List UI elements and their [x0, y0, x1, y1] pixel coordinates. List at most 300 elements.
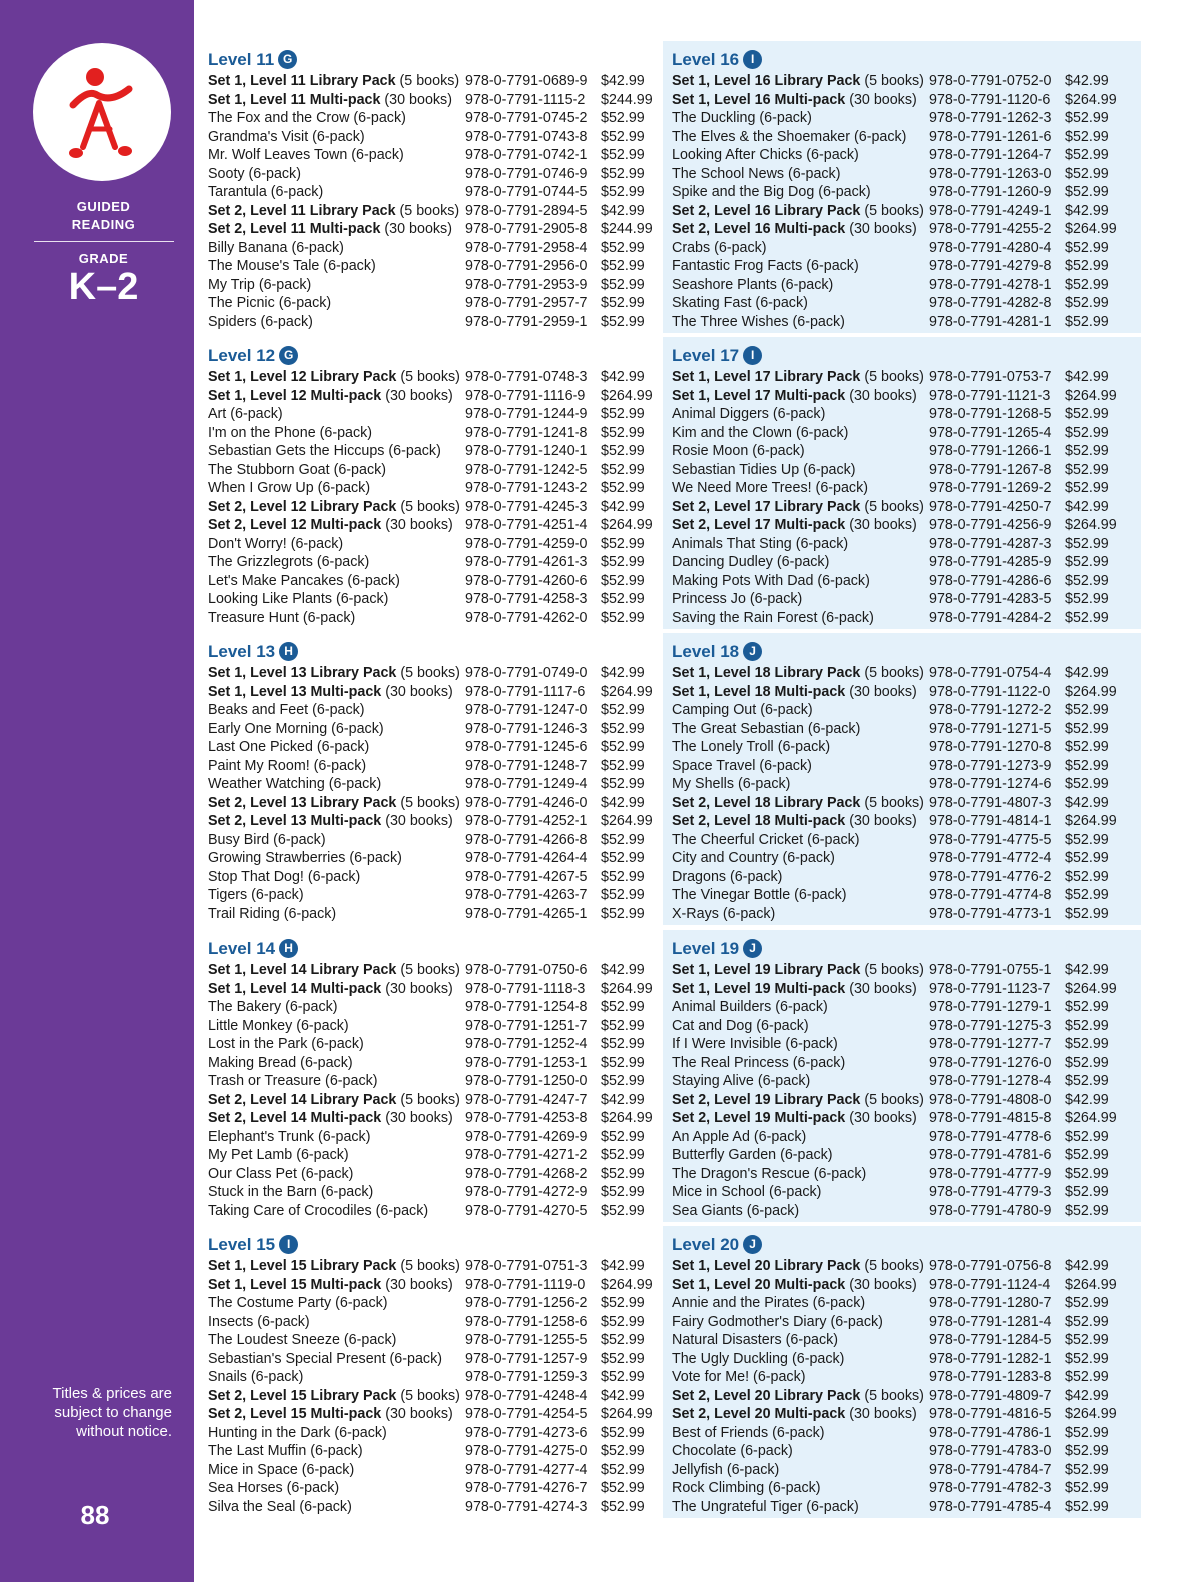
- product-title: [672, 220, 929, 239]
- price: $52.99: [601, 295, 645, 311]
- product-title: [672, 257, 929, 276]
- title-text: The Bakery (6-pack): [208, 999, 338, 1015]
- product-title: [208, 535, 465, 554]
- price: $244.99: [601, 221, 653, 237]
- price-notice: Titles & prices are subject to change without notice.: [52, 1385, 172, 1440]
- product-row: [672, 1331, 1141, 1350]
- product-title: [208, 1331, 465, 1350]
- price: $264.99: [1065, 1110, 1117, 1126]
- title-text: (30 books): [381, 1276, 453, 1293]
- product-row: [208, 220, 677, 239]
- product-row: [208, 664, 677, 683]
- title-text: (5 books): [860, 73, 924, 89]
- product-title: [672, 757, 929, 776]
- product-title: [208, 905, 465, 924]
- title-text: Hunting in the Dark (6-pack): [208, 1424, 387, 1441]
- product-title: [672, 998, 929, 1017]
- product-title: [672, 276, 929, 295]
- product-title: [672, 1017, 929, 1036]
- pack-name: Set 1, Level 17 Multi-pack: [672, 387, 846, 404]
- isbn: 978-0-7791-4807-3: [929, 794, 1052, 811]
- product-title: [208, 1498, 465, 1517]
- price: $42.99: [601, 665, 645, 681]
- level-section: [199, 41, 677, 333]
- isbn: 978-0-7791-4261-3: [465, 554, 588, 570]
- title-text: Cat and Dog (6-pack): [672, 1017, 809, 1034]
- isbn: 978-0-7791-0748-3: [465, 369, 588, 385]
- price: $52.99: [601, 1017, 645, 1034]
- isbn: 978-0-7791-1246-3: [465, 720, 588, 737]
- level-title: Level 20: [672, 1234, 740, 1254]
- price: $52.99: [601, 1424, 645, 1441]
- isbn: 978-0-7791-1261-6: [929, 128, 1052, 145]
- pack-name: Set 2, Level 17 Multi-pack: [672, 517, 846, 533]
- product-row: [672, 1183, 1141, 1202]
- pack-name: Set 2, Level 15 Library Pack: [208, 1387, 397, 1404]
- product-title: [208, 1479, 465, 1498]
- product-title: [672, 1368, 929, 1387]
- price: $52.99: [601, 776, 645, 792]
- price: $264.99: [601, 1276, 653, 1293]
- title-text: Natural Disasters (6-pack): [672, 1332, 839, 1348]
- price: $52.99: [1065, 461, 1109, 478]
- product-title: [672, 1479, 929, 1498]
- price: $42.99: [1065, 1091, 1109, 1108]
- title-text: Looking After Chicks (6-pack): [672, 147, 859, 163]
- price: $42.99: [1065, 962, 1109, 978]
- isbn: 978-0-7791-4809-7: [929, 1387, 1052, 1404]
- price: $42.99: [601, 1091, 645, 1108]
- pack-name: Set 1, Level 11 Multi-pack: [208, 91, 381, 108]
- product-row: [672, 1498, 1141, 1517]
- isbn: 978-0-7791-1255-5: [465, 1332, 588, 1348]
- title-text: The Cheerful Cricket (6-pack): [672, 831, 860, 848]
- price: $244.99: [601, 91, 653, 108]
- product-row: [672, 183, 1141, 202]
- title-text: (30 books): [381, 387, 453, 404]
- level-section: [663, 41, 1141, 333]
- isbn: 978-0-7791-1275-3: [929, 1017, 1052, 1034]
- isbn: 978-0-7791-2956-0: [465, 258, 588, 274]
- level-title: Level 13: [208, 641, 276, 661]
- product-title: [208, 886, 465, 905]
- price: $52.99: [1065, 1443, 1109, 1459]
- isbn: 978-0-7791-4266-8: [465, 831, 588, 848]
- price: $52.99: [1065, 776, 1109, 792]
- isbn: 978-0-7791-1115-2: [465, 91, 586, 108]
- price: $52.99: [1065, 905, 1109, 922]
- isbn: 978-0-7791-4281-1: [929, 313, 1052, 330]
- pack-name: Set 2, Level 20 Library Pack: [672, 1387, 861, 1404]
- price: $264.99: [1065, 980, 1117, 997]
- title-text: (30 books): [381, 683, 453, 700]
- product-row: [672, 109, 1141, 128]
- price: $42.99: [601, 1387, 645, 1404]
- product-row: [208, 757, 677, 776]
- product-row: [208, 1442, 677, 1461]
- pack-name: Set 1, Level 15 Library Pack: [208, 1258, 397, 1274]
- isbn: 978-0-7791-1274-6: [929, 776, 1052, 792]
- product-title: [672, 1165, 929, 1184]
- product-row: [672, 1387, 1141, 1406]
- title-text: Vote for Me! (6-pack): [672, 1369, 806, 1385]
- pack-name: Set 2, Level 12 Library Pack: [208, 498, 397, 515]
- isbn: 978-0-7791-4264-4: [465, 850, 588, 866]
- product-title: [208, 424, 465, 443]
- product-row: [208, 146, 677, 165]
- price: $52.99: [1065, 276, 1109, 293]
- product-row: [672, 1165, 1141, 1184]
- pack-name: Set 2, Level 14 Multi-pack: [208, 1110, 382, 1126]
- pack-name: Set 2, Level 12 Multi-pack: [208, 517, 382, 533]
- isbn: 978-0-7791-4775-5: [929, 831, 1052, 848]
- product-row: [672, 683, 1141, 702]
- product-title: [672, 738, 929, 757]
- product-title: [672, 128, 929, 147]
- product-row: [672, 1128, 1141, 1147]
- product-row: [208, 868, 677, 887]
- product-title: [672, 701, 929, 720]
- price: $52.99: [601, 720, 645, 737]
- product-title: [672, 1442, 929, 1461]
- isbn: 978-0-7791-4263-7: [465, 887, 588, 903]
- title-text: Little Monkey (6-pack): [208, 1017, 349, 1034]
- title-text: My Trip (6-pack): [208, 276, 312, 293]
- level-title: Level 16: [672, 49, 740, 69]
- isbn: 978-0-7791-0756-8: [929, 1258, 1052, 1274]
- isbn: 978-0-7791-4786-1: [929, 1424, 1052, 1441]
- product-title: [672, 1091, 929, 1110]
- price: $52.99: [1065, 720, 1109, 737]
- isbn: 978-0-7791-0749-0: [465, 665, 588, 681]
- price: $264.99: [1065, 813, 1117, 829]
- product-title: [208, 1165, 465, 1184]
- title-text: (30 books): [381, 517, 453, 533]
- price: $42.99: [601, 498, 645, 515]
- product-row: [672, 1313, 1141, 1332]
- title-text: (5 books): [396, 1258, 460, 1274]
- product-title: [208, 757, 465, 776]
- product-row: [208, 313, 677, 332]
- product-row: [208, 775, 677, 794]
- level-heading: [672, 1232, 1141, 1257]
- product-row: [208, 720, 677, 739]
- title-text: Stop That Dog! (6-pack): [208, 868, 361, 885]
- title-text: The Lonely Troll (6-pack): [672, 739, 831, 755]
- isbn: 978-0-7791-4258-3: [465, 591, 588, 607]
- title-text: Making Pots With Dad (6-pack): [672, 572, 870, 589]
- price: $52.99: [601, 572, 645, 589]
- product-title: [208, 479, 465, 498]
- product-title: [208, 294, 465, 313]
- level-section: [199, 633, 677, 925]
- title-text: Animal Diggers (6-pack): [672, 406, 826, 422]
- product-title: [672, 387, 929, 406]
- product-row: [208, 1091, 677, 1110]
- price: $52.99: [601, 313, 645, 330]
- isbn: 978-0-7791-1284-5: [929, 1332, 1052, 1348]
- product-title: [672, 516, 929, 535]
- title-text: Animals That Sting (6-pack): [672, 535, 849, 552]
- price: $52.99: [1065, 591, 1109, 607]
- isbn: 978-0-7791-1120-6: [929, 91, 1051, 108]
- price: $42.99: [1065, 1258, 1109, 1274]
- isbn: 978-0-7791-1251-7: [465, 1017, 588, 1034]
- title-text: (5 books): [860, 369, 924, 385]
- product-row: [208, 1479, 677, 1498]
- price: $52.99: [1065, 1350, 1109, 1367]
- product-title: [208, 849, 465, 868]
- isbn: 978-0-7791-4779-3: [929, 1184, 1052, 1200]
- product-title: [672, 183, 929, 202]
- title-text: Best of Friends (6-pack): [672, 1424, 825, 1441]
- price: $52.99: [1065, 1147, 1109, 1163]
- product-title: [208, 1109, 465, 1128]
- price: $52.99: [1065, 295, 1109, 311]
- price: $52.99: [1065, 1054, 1109, 1071]
- price: $52.99: [1065, 424, 1109, 441]
- product-row: [672, 165, 1141, 184]
- product-title: [672, 1054, 929, 1073]
- product-row: [672, 294, 1141, 313]
- isbn: 978-0-7791-0751-3: [465, 1258, 588, 1274]
- title-text: Spike and the Big Dog (6-pack): [672, 184, 871, 200]
- product-title: [672, 535, 929, 554]
- price: $52.99: [1065, 609, 1109, 626]
- price: $52.99: [601, 1313, 645, 1330]
- isbn: 978-0-7791-1283-8: [929, 1369, 1052, 1385]
- title-text: (30 books): [845, 387, 917, 404]
- price: $52.99: [601, 1202, 645, 1219]
- product-row: [672, 387, 1141, 406]
- title-text: The Picnic (6-pack): [208, 295, 332, 311]
- isbn: 978-0-7791-4287-3: [929, 535, 1052, 552]
- price: $52.99: [601, 128, 645, 145]
- product-row: [672, 498, 1141, 517]
- page-number: 88: [80, 1500, 110, 1530]
- title-text: Early One Morning (6-pack): [208, 720, 384, 737]
- product-row: [672, 998, 1141, 1017]
- isbn: 978-0-7791-2953-9: [465, 276, 588, 293]
- title-text: (30 books): [380, 91, 452, 108]
- price: $264.99: [1065, 387, 1117, 404]
- product-row: [672, 1350, 1141, 1369]
- isbn: 978-0-7791-4814-1: [929, 813, 1052, 829]
- isbn: 978-0-7791-4275-0: [465, 1443, 588, 1459]
- isbn: 978-0-7791-1268-5: [929, 406, 1052, 422]
- level-heading: [208, 47, 677, 72]
- product-row: [672, 868, 1141, 887]
- product-row: [208, 1146, 677, 1165]
- guided-reading-level-badge: J: [743, 642, 762, 661]
- pack-name: Set 2, Level 15 Multi-pack: [208, 1406, 382, 1422]
- isbn: 978-0-7791-4256-9: [929, 517, 1052, 533]
- product-title: [672, 146, 929, 165]
- product-title: [672, 1202, 929, 1221]
- title-text: Fantastic Frog Facts (6-pack): [672, 258, 859, 274]
- level-title: Level 19: [672, 938, 740, 958]
- pack-name: Set 1, Level 12 Multi-pack: [208, 387, 382, 404]
- level-title: Level 11: [208, 49, 275, 69]
- product-row: [208, 202, 677, 221]
- title-text: Mice in Space (6-pack): [208, 1461, 355, 1478]
- product-title: [672, 1405, 929, 1424]
- product-row: [672, 590, 1141, 609]
- product-row: [208, 1405, 677, 1424]
- price: $52.99: [601, 1461, 645, 1478]
- product-title: [208, 775, 465, 794]
- isbn: 978-0-7791-1248-7: [465, 757, 588, 774]
- product-title: [208, 1424, 465, 1443]
- price: $52.99: [601, 757, 645, 774]
- isbn: 978-0-7791-1263-0: [929, 165, 1052, 182]
- guided-reading-level-badge: H: [279, 642, 298, 661]
- product-row: [208, 1498, 677, 1517]
- title-text: City and Country (6-pack): [672, 850, 835, 866]
- pack-name: Set 2, Level 18 Multi-pack: [672, 813, 846, 829]
- product-title: [672, 1146, 929, 1165]
- product-row: [208, 498, 677, 517]
- isbn: 978-0-7791-1247-0: [465, 702, 588, 718]
- title-text: (30 books): [845, 91, 917, 108]
- product-title: [672, 1128, 929, 1147]
- product-title: [208, 961, 465, 980]
- title-text: (30 books): [845, 1110, 917, 1126]
- price: $52.99: [1065, 1480, 1109, 1496]
- title-text: Busy Bird (6-pack): [208, 831, 326, 848]
- price: $52.99: [601, 905, 645, 922]
- title-text: (30 books): [380, 221, 452, 237]
- title-text: Sebastian's Special Present (6-pack): [208, 1350, 442, 1367]
- title-text: Sebastian Gets the Hiccups (6-pack): [208, 443, 441, 459]
- price: $52.99: [601, 1036, 645, 1052]
- product-row: [672, 849, 1141, 868]
- product-title: [672, 1109, 929, 1128]
- product-row: [208, 1313, 677, 1332]
- product-row: [208, 294, 677, 313]
- pack-name: Set 2, Level 18 Library Pack: [672, 794, 861, 811]
- price: $52.99: [1065, 1128, 1109, 1145]
- price: $264.99: [601, 980, 653, 997]
- title-text: Crabs (6-pack): [672, 239, 767, 256]
- isbn: 978-0-7791-4282-8: [929, 295, 1052, 311]
- isbn: 978-0-7791-4265-1: [465, 905, 588, 922]
- pack-name: Set 1, Level 19 Multi-pack: [672, 980, 846, 997]
- isbn: 978-0-7791-4248-4: [465, 1387, 588, 1404]
- product-row: [208, 183, 677, 202]
- title-text: (5 books): [395, 73, 460, 89]
- product-row: [672, 1424, 1141, 1443]
- price: $52.99: [1065, 999, 1109, 1015]
- title-text: Our Class Pet (6-pack): [208, 1165, 354, 1182]
- product-row: [672, 831, 1141, 850]
- product-title: [672, 720, 929, 739]
- product-title: [208, 72, 465, 91]
- isbn: 978-0-7791-4269-9: [465, 1128, 588, 1145]
- product-row: [208, 91, 677, 110]
- product-title: [672, 1294, 929, 1313]
- isbn: 978-0-7791-1271-5: [929, 720, 1052, 737]
- isbn: 978-0-7791-1250-0: [465, 1073, 588, 1089]
- level-section: [663, 337, 1141, 629]
- product-title: [672, 812, 929, 831]
- product-title: [672, 239, 929, 258]
- price: $52.99: [601, 110, 645, 126]
- product-title: [208, 868, 465, 887]
- title-text: (30 books): [381, 813, 453, 829]
- price: $52.99: [1065, 554, 1109, 570]
- product-title: [208, 1017, 465, 1036]
- isbn: 978-0-7791-1276-0: [929, 1054, 1052, 1071]
- product-row: [208, 998, 677, 1017]
- product-title: [208, 405, 465, 424]
- title-text: My Shells (6-pack): [672, 776, 791, 792]
- isbn: 978-0-7791-1278-4: [929, 1073, 1052, 1089]
- pack-name: Set 2, Level 14 Library Pack: [208, 1091, 397, 1108]
- isbn: 978-0-7791-4279-8: [929, 258, 1052, 274]
- price: $52.99: [1065, 1036, 1109, 1052]
- level-section: [199, 930, 677, 1222]
- price: $52.99: [1065, 443, 1109, 459]
- isbn: 978-0-7791-4253-8: [465, 1110, 588, 1126]
- isbn: 978-0-7791-0750-6: [465, 962, 588, 978]
- price: $42.99: [601, 369, 645, 385]
- product-row: [672, 961, 1141, 980]
- product-row: [208, 794, 677, 813]
- product-title: [208, 609, 465, 628]
- product-title: [672, 831, 929, 850]
- product-title: [208, 553, 465, 572]
- product-row: [208, 905, 677, 924]
- isbn: 978-0-7791-4268-2: [465, 1165, 588, 1182]
- price: $264.99: [601, 517, 653, 533]
- title-text: The Last Muffin (6-pack): [208, 1443, 363, 1459]
- title-text: Elephant's Trunk (6-pack): [208, 1128, 371, 1145]
- product-title: [208, 239, 465, 258]
- isbn: 978-0-7791-4782-3: [929, 1480, 1052, 1496]
- product-title: [672, 442, 929, 461]
- product-title: [208, 794, 465, 813]
- product-title: [672, 72, 929, 91]
- product-title: [672, 313, 929, 332]
- isbn: 978-0-7791-4774-8: [929, 887, 1052, 903]
- price: $52.99: [1065, 887, 1109, 903]
- price: $52.99: [601, 1165, 645, 1182]
- title-text: (5 books): [860, 498, 924, 515]
- title-text: Tigers (6-pack): [208, 887, 304, 903]
- pack-name: Set 2, Level 17 Library Pack: [672, 498, 861, 515]
- price: $52.99: [1065, 1369, 1109, 1385]
- product-row: [672, 1017, 1141, 1036]
- product-title: [208, 368, 465, 387]
- product-row: [672, 368, 1141, 387]
- product-row: [208, 1276, 677, 1295]
- title-text: (5 books): [860, 202, 924, 219]
- product-title: [672, 498, 929, 517]
- product-row: [208, 1035, 677, 1054]
- price: $42.99: [1065, 202, 1109, 219]
- pack-name: Set 2, Level 16 Library Pack: [672, 202, 861, 219]
- product-title: [208, 109, 465, 128]
- product-title: [672, 424, 929, 443]
- product-title: [208, 1313, 465, 1332]
- title-text: When I Grow Up (6-pack): [208, 480, 371, 496]
- product-title: [672, 1331, 929, 1350]
- price: $42.99: [601, 202, 645, 219]
- product-row: [208, 961, 677, 980]
- title-text: The Grizzlegrots (6-pack): [208, 554, 370, 570]
- product-title: [672, 1424, 929, 1443]
